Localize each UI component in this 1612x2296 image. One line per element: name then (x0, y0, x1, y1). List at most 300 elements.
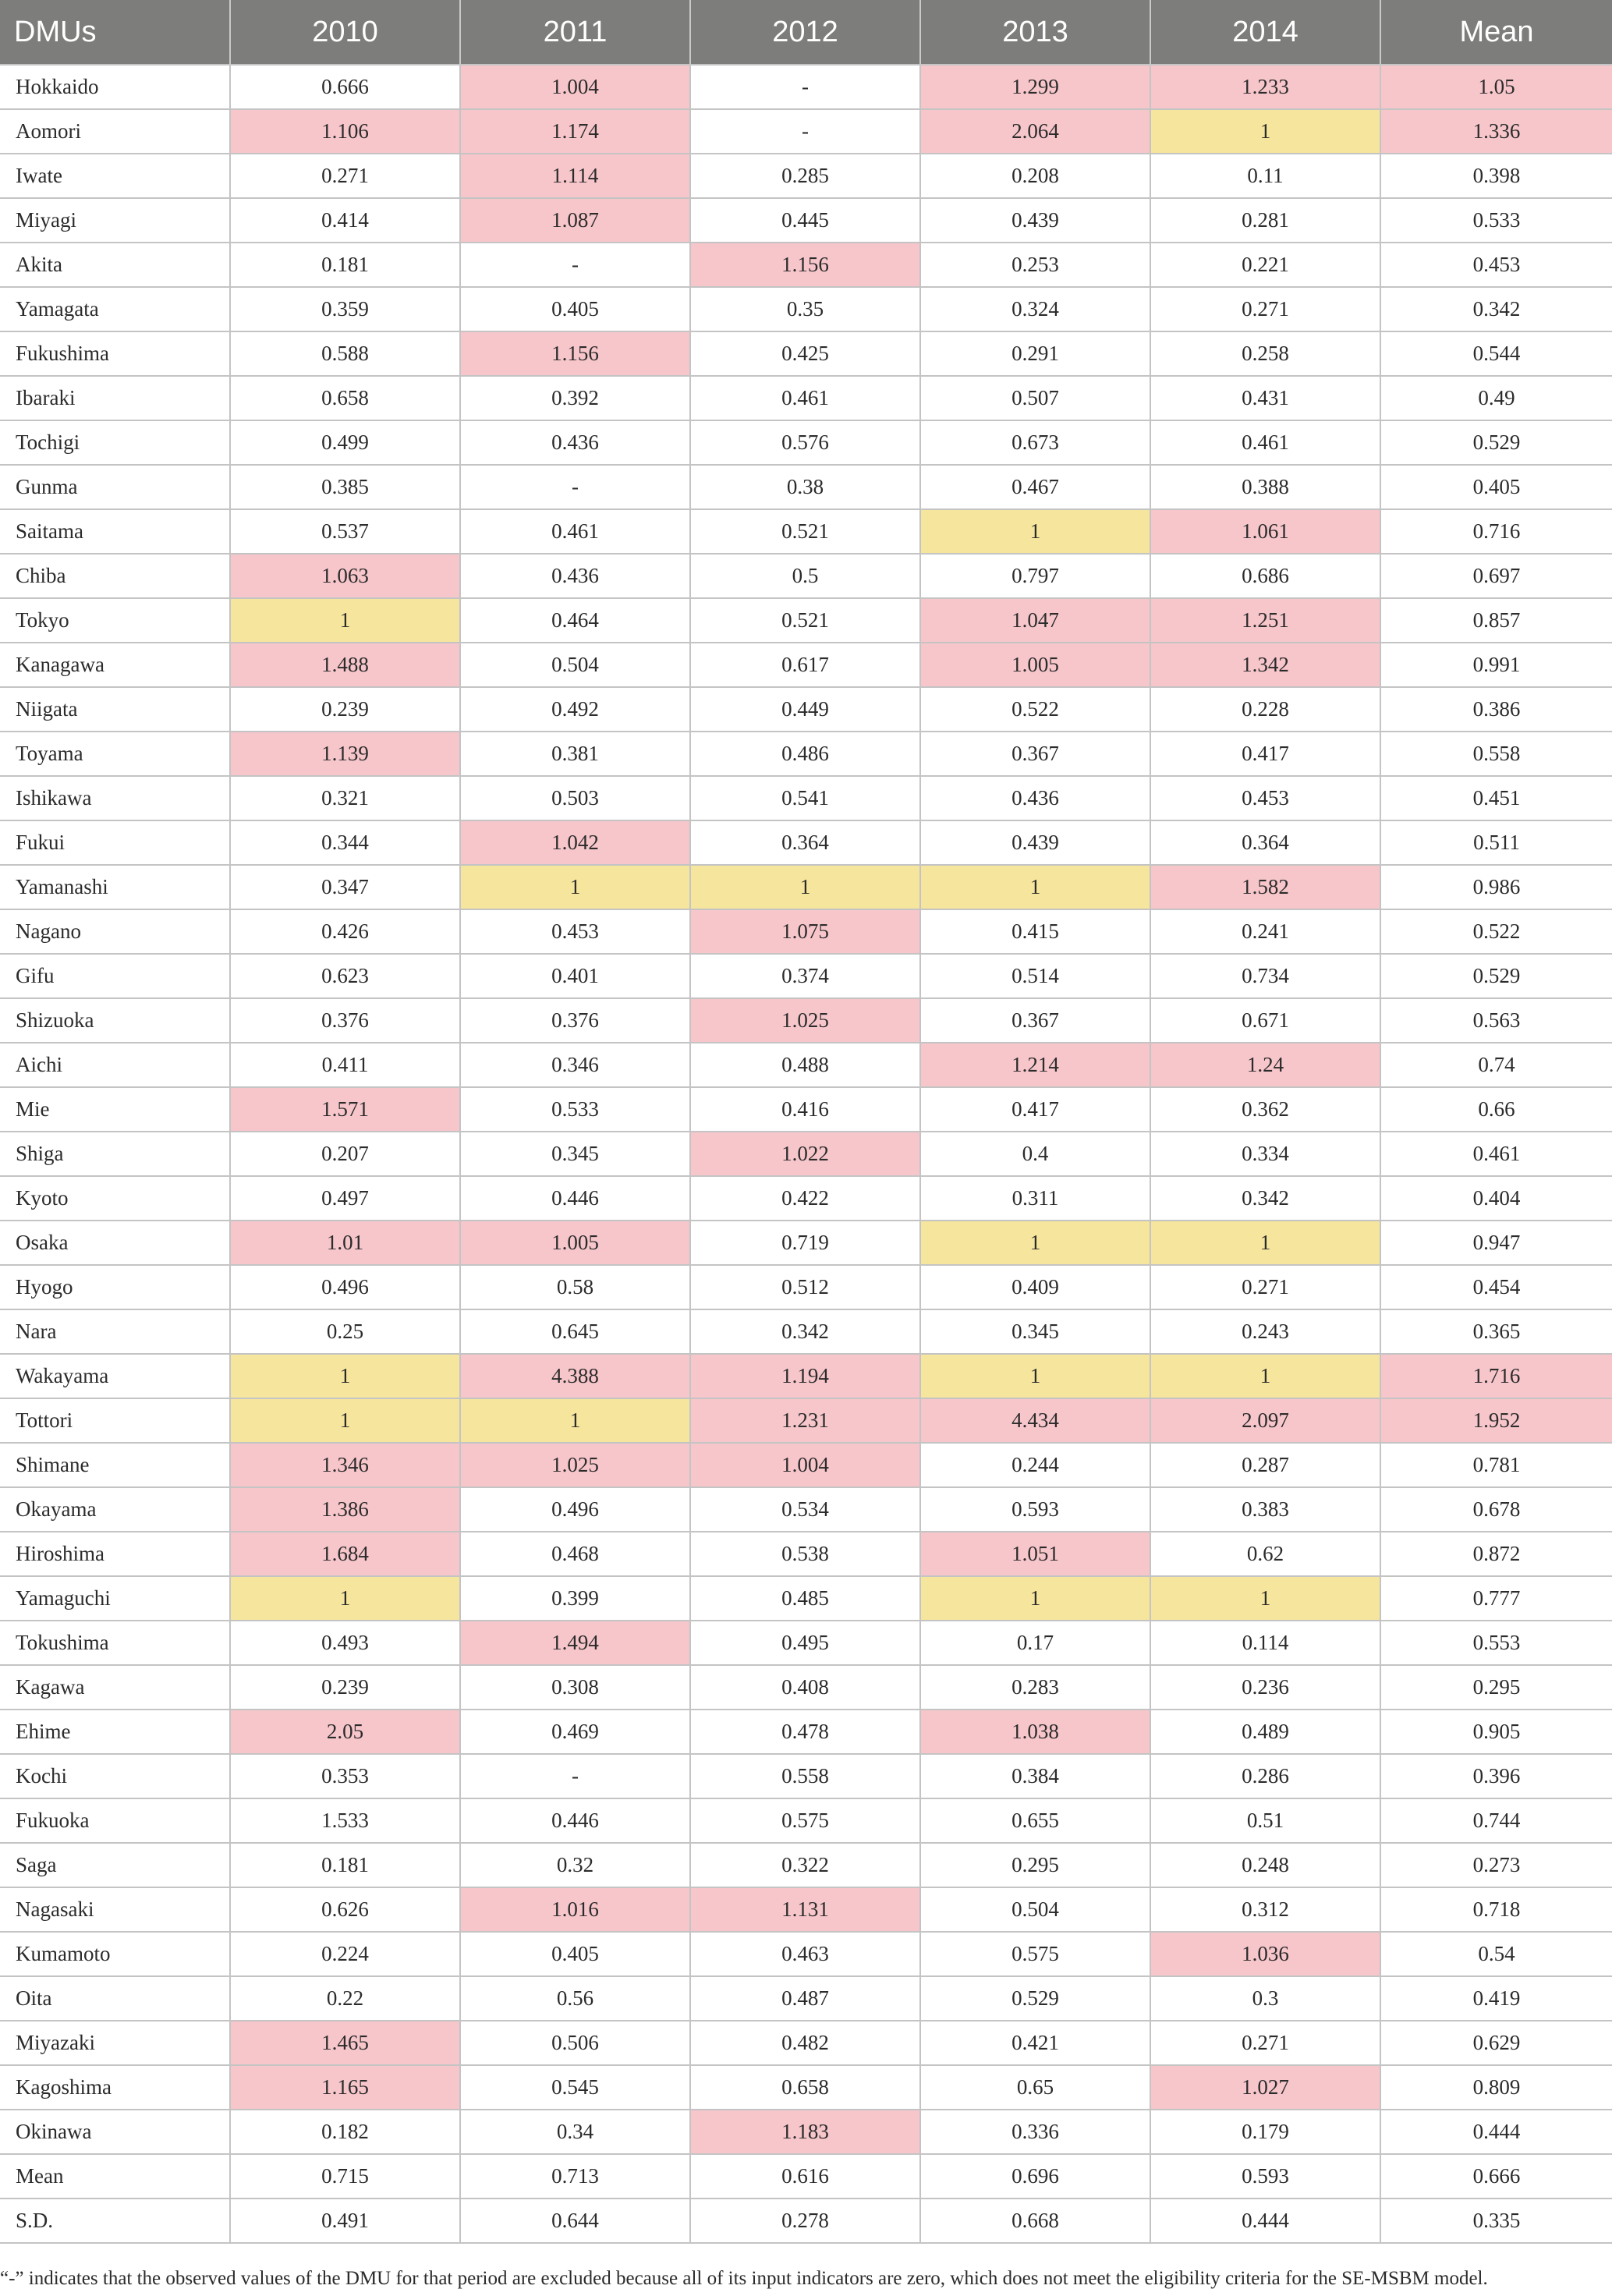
value-cell: 0.991 (1380, 643, 1612, 687)
value-cell: 1.465 (230, 2021, 460, 2065)
dmu-name-cell: Fukui (0, 820, 230, 865)
value-cell: 0.224 (230, 1932, 460, 1976)
header-2011: 2011 (460, 0, 690, 65)
dmu-name-cell: Niigata (0, 687, 230, 732)
dmu-name-cell: Kanagawa (0, 643, 230, 687)
value-cell: 0.538 (690, 1532, 920, 1576)
value-cell: 1.004 (460, 65, 690, 109)
value-cell: 0.271 (1150, 287, 1380, 331)
dmu-name-cell: Mean (0, 2154, 230, 2199)
value-cell: 0.182 (230, 2110, 460, 2154)
value-cell: 0.781 (1380, 1443, 1612, 1487)
value-cell: 0.534 (690, 1487, 920, 1532)
value-cell: 1 (460, 1398, 690, 1443)
value-cell: 0.529 (1380, 420, 1612, 465)
value-cell: 0.644 (460, 2199, 690, 2243)
value-cell: 1.106 (230, 109, 460, 154)
value-cell: 0.986 (1380, 865, 1612, 909)
value-cell: 0.616 (690, 2154, 920, 2199)
value-cell: 0.809 (1380, 2065, 1612, 2110)
value-cell: 0.436 (460, 420, 690, 465)
value-cell: 1 (230, 1398, 460, 1443)
dmu-name-cell: Saga (0, 1843, 230, 1887)
value-cell: 0.399 (460, 1576, 690, 1621)
value-cell: 0.575 (920, 1932, 1150, 1976)
dmu-name-cell: Yamaguchi (0, 1576, 230, 1621)
value-cell: 0.388 (1150, 465, 1380, 509)
value-cell: 4.388 (460, 1354, 690, 1398)
value-cell: 0.66 (1380, 1087, 1612, 1132)
value-cell: 0.468 (460, 1532, 690, 1576)
value-cell: 0.342 (1150, 1176, 1380, 1221)
table-row (0, 1309, 1612, 1354)
value-cell: 0.17 (920, 1621, 1150, 1665)
value-cell: 0.51 (1150, 1798, 1380, 1843)
value-cell: 0.658 (230, 376, 460, 420)
value-cell: 0.345 (460, 1132, 690, 1176)
value-cell: 0.374 (690, 954, 920, 998)
value-cell: 0.436 (920, 776, 1150, 820)
value-cell: 0.485 (690, 1576, 920, 1621)
value-cell: 0.353 (230, 1754, 460, 1798)
value-cell: 0.493 (230, 1621, 460, 1665)
table-row (0, 1976, 1612, 2021)
dmu-name-cell: Fukuoka (0, 1798, 230, 1843)
table-row (0, 1265, 1612, 1309)
value-cell: 0.241 (1150, 909, 1380, 954)
table-row (0, 154, 1612, 198)
table-row (0, 554, 1612, 598)
table-row (0, 1221, 1612, 1265)
value-cell: 1.233 (1150, 65, 1380, 109)
dmu-name-cell: Iwate (0, 154, 230, 198)
header-dmus: DMUs (0, 0, 230, 65)
value-cell: 0.401 (460, 954, 690, 998)
value-cell: 0.797 (920, 554, 1150, 598)
value-cell: 0.207 (230, 1132, 460, 1176)
table-row (0, 331, 1612, 376)
dmu-name-cell: Miyazaki (0, 2021, 230, 2065)
value-cell: 0.334 (1150, 1132, 1380, 1176)
value-cell: 1.042 (460, 820, 690, 865)
value-cell: 0.408 (690, 1665, 920, 1710)
value-cell: 0.311 (920, 1176, 1150, 1221)
value-cell: 1.488 (230, 643, 460, 687)
table-row (0, 643, 1612, 687)
value-cell: 0.181 (230, 243, 460, 287)
value-cell: 0.236 (1150, 1665, 1380, 1710)
value-cell: - (460, 243, 690, 287)
value-cell: 1.022 (690, 1132, 920, 1176)
value-cell: 0.715 (230, 2154, 460, 2199)
table-row (0, 1932, 1612, 1976)
header-2012: 2012 (690, 0, 920, 65)
header-mean: Mean (1380, 0, 1612, 65)
value-cell: 0.469 (460, 1710, 690, 1754)
value-cell: 1 (230, 598, 460, 643)
table-row (0, 198, 1612, 243)
value-cell: 0.392 (460, 376, 690, 420)
table-row (0, 2110, 1612, 2154)
value-cell: 0.367 (920, 998, 1150, 1043)
value-cell: 0.461 (1150, 420, 1380, 465)
value-cell: 0.617 (690, 643, 920, 687)
value-cell: 0.503 (460, 776, 690, 820)
value-cell: 1.582 (1150, 865, 1380, 909)
value-cell: 0.271 (230, 154, 460, 198)
value-cell: 1 (230, 1576, 460, 1621)
value-cell: 0.668 (920, 2199, 1150, 2243)
value-cell: 0.529 (1380, 954, 1612, 998)
value-cell: 1 (1150, 1221, 1380, 1265)
value-cell: 0.221 (1150, 243, 1380, 287)
value-cell: 0.445 (690, 198, 920, 243)
dmu-name-cell: Okayama (0, 1487, 230, 1532)
value-cell: 0.114 (1150, 1621, 1380, 1665)
value-cell: 0.478 (690, 1710, 920, 1754)
table-row (0, 998, 1612, 1043)
dmu-name-cell: Kagoshima (0, 2065, 230, 2110)
value-cell: 0.208 (920, 154, 1150, 198)
value-cell: 0.522 (1380, 909, 1612, 954)
table-row (0, 820, 1612, 865)
table-row (0, 1887, 1612, 1932)
value-cell: 0.713 (460, 2154, 690, 2199)
value-cell: 1.063 (230, 554, 460, 598)
value-cell: 0.719 (690, 1221, 920, 1265)
dmu-name-cell: Nagano (0, 909, 230, 954)
table-row (0, 1621, 1612, 1665)
value-cell: 0.492 (460, 687, 690, 732)
value-cell: 0.415 (920, 909, 1150, 954)
value-cell: 0.49 (1380, 376, 1612, 420)
dmu-name-cell: Ehime (0, 1710, 230, 1754)
dmu-name-cell: Ishikawa (0, 776, 230, 820)
value-cell: 1 (460, 865, 690, 909)
value-cell: 0.295 (1380, 1665, 1612, 1710)
value-cell: 0.716 (1380, 509, 1612, 554)
value-cell: 0.344 (230, 820, 460, 865)
value-cell: 0.453 (1150, 776, 1380, 820)
value-cell: 0.271 (1150, 1265, 1380, 1309)
value-cell: 0.744 (1380, 1798, 1612, 1843)
value-cell: 0.404 (1380, 1176, 1612, 1221)
value-cell: 0.454 (1380, 1265, 1612, 1309)
value-cell: 0.626 (230, 1887, 460, 1932)
table-row (0, 1576, 1612, 1621)
value-cell: 0.521 (690, 509, 920, 554)
value-cell: 0.504 (920, 1887, 1150, 1932)
dmu-name-cell: Okinawa (0, 2110, 230, 2154)
value-cell: 0.253 (920, 243, 1150, 287)
table-row (0, 732, 1612, 776)
table-row (0, 287, 1612, 331)
dmu-name-cell: Akita (0, 243, 230, 287)
value-cell: 0.575 (690, 1798, 920, 1843)
value-cell: 0.411 (230, 1043, 460, 1087)
value-cell: 0.376 (460, 998, 690, 1043)
value-cell: 0.872 (1380, 1532, 1612, 1576)
value-cell: 0.346 (460, 1043, 690, 1087)
value-cell: 0.281 (1150, 198, 1380, 243)
dmu-name-cell: Tokushima (0, 1621, 230, 1665)
value-cell: 0.54 (1380, 1932, 1612, 1976)
value-cell: 0.629 (1380, 2021, 1612, 2065)
value-cell: 0.558 (1380, 732, 1612, 776)
dmu-name-cell: Aomori (0, 109, 230, 154)
value-cell: 0.416 (690, 1087, 920, 1132)
value-cell: 0.56 (460, 1976, 690, 2021)
value-cell: 0.384 (920, 1754, 1150, 1798)
value-cell: 0.576 (690, 420, 920, 465)
value-cell: 0.405 (460, 287, 690, 331)
table-row (0, 1176, 1612, 1221)
value-cell: 0.362 (1150, 1087, 1380, 1132)
value-cell: 0.461 (1380, 1132, 1612, 1176)
value-cell: 0.439 (920, 820, 1150, 865)
table-row (0, 954, 1612, 998)
value-cell: 0.422 (690, 1176, 920, 1221)
value-cell: 0.396 (1380, 1754, 1612, 1798)
table-row (0, 1087, 1612, 1132)
dmu-name-cell: Tottori (0, 1398, 230, 1443)
table-row (0, 509, 1612, 554)
value-cell: 1.952 (1380, 1398, 1612, 1443)
value-cell: 0.482 (690, 2021, 920, 2065)
value-cell: 0.593 (920, 1487, 1150, 1532)
value-cell: 0.464 (460, 598, 690, 643)
dmu-name-cell: Osaka (0, 1221, 230, 1265)
dmu-name-cell: Yamanashi (0, 865, 230, 909)
dmu-name-cell: Shiga (0, 1132, 230, 1176)
value-cell: 0.463 (690, 1932, 920, 1976)
value-cell: 0.533 (460, 1087, 690, 1132)
value-cell: 0.467 (920, 465, 1150, 509)
value-cell: 0.283 (920, 1665, 1150, 1710)
table-row (0, 1532, 1612, 1576)
value-cell: 1.24 (1150, 1043, 1380, 1087)
value-cell: 1.139 (230, 732, 460, 776)
value-cell: 0.273 (1380, 1843, 1612, 1887)
value-cell: 0.777 (1380, 1576, 1612, 1621)
value-cell: 1.005 (460, 1221, 690, 1265)
value-cell: 0.678 (1380, 1487, 1612, 1532)
dmu-name-cell: Saitama (0, 509, 230, 554)
table-row (0, 243, 1612, 287)
table-row (0, 1354, 1612, 1398)
value-cell: 0.22 (230, 1976, 460, 2021)
dmu-name-cell: Nara (0, 1309, 230, 1354)
value-cell: 0.409 (920, 1265, 1150, 1309)
value-cell: 0.451 (1380, 776, 1612, 820)
value-cell: 0.239 (230, 687, 460, 732)
value-cell: 0.414 (230, 198, 460, 243)
table-row (0, 909, 1612, 954)
value-cell: 2.097 (1150, 1398, 1380, 1443)
value-cell: 1.684 (230, 1532, 460, 1576)
value-cell: 0.228 (1150, 687, 1380, 732)
value-cell: 0.425 (690, 331, 920, 376)
value-cell: 1.075 (690, 909, 920, 954)
value-cell: 2.05 (230, 1710, 460, 1754)
table-row (0, 1843, 1612, 1887)
value-cell: 0.514 (920, 954, 1150, 998)
value-cell: 0.4 (920, 1132, 1150, 1176)
value-cell: 0.655 (920, 1798, 1150, 1843)
value-cell: 0.686 (1150, 554, 1380, 598)
value-cell: 0.312 (1150, 1887, 1380, 1932)
value-cell: 0.658 (690, 2065, 920, 2110)
value-cell: 0.376 (230, 998, 460, 1043)
dmu-name-cell: Gunma (0, 465, 230, 509)
value-cell: 1 (920, 509, 1150, 554)
value-cell: 1.165 (230, 2065, 460, 2110)
value-cell: 1.004 (690, 1443, 920, 1487)
value-cell: 2.064 (920, 109, 1150, 154)
value-cell: 0.857 (1380, 598, 1612, 643)
value-cell: 0.666 (1380, 2154, 1612, 2199)
value-cell: 0.537 (230, 509, 460, 554)
value-cell: 0.491 (230, 2199, 460, 2243)
table-row (0, 1043, 1612, 1087)
header-2010: 2010 (230, 0, 460, 65)
table-row (0, 2021, 1612, 2065)
value-cell: 0.947 (1380, 1221, 1612, 1265)
dmu-name-cell: Tochigi (0, 420, 230, 465)
value-cell: 1 (1150, 109, 1380, 154)
value-cell: 0.285 (690, 154, 920, 198)
value-cell: 0.364 (1150, 820, 1380, 865)
value-cell: 0.347 (230, 865, 460, 909)
header-row (0, 0, 1612, 65)
value-cell: 0.495 (690, 1621, 920, 1665)
value-cell: 0.558 (690, 1754, 920, 1798)
dmu-name-cell: Gifu (0, 954, 230, 998)
value-cell: 0.512 (690, 1265, 920, 1309)
value-cell: 0.497 (230, 1176, 460, 1221)
value-cell: 0.336 (920, 2110, 1150, 2154)
value-cell: 0.453 (460, 909, 690, 954)
table-row (0, 865, 1612, 909)
value-cell: 0.461 (690, 376, 920, 420)
value-cell: 0.553 (1380, 1621, 1612, 1665)
value-cell: 0.335 (1380, 2199, 1612, 2243)
value-cell: 1.038 (920, 1710, 1150, 1754)
value-cell: 0.365 (1380, 1309, 1612, 1354)
value-cell: 0.489 (1150, 1710, 1380, 1754)
value-cell: 0.271 (1150, 2021, 1380, 2065)
value-cell: 0.453 (1380, 243, 1612, 287)
value-cell: 0.544 (1380, 331, 1612, 376)
value-cell: 1 (230, 1354, 460, 1398)
value-cell: 1.183 (690, 2110, 920, 2154)
value-cell: 0.405 (1380, 465, 1612, 509)
value-cell: 0.593 (1150, 2154, 1380, 2199)
value-cell: 1.336 (1380, 109, 1612, 154)
value-cell: 0.181 (230, 1843, 460, 1887)
dmu-name-cell: Toyama (0, 732, 230, 776)
header-2013: 2013 (920, 0, 1150, 65)
value-cell: 0.291 (920, 331, 1150, 376)
value-cell: 0.696 (920, 2154, 1150, 2199)
value-cell: 1.346 (230, 1443, 460, 1487)
value-cell: 0.244 (920, 1443, 1150, 1487)
dmu-name-cell: Ibaraki (0, 376, 230, 420)
value-cell: 1.016 (460, 1887, 690, 1932)
value-cell: 1.114 (460, 154, 690, 198)
value-cell: 1.087 (460, 198, 690, 243)
table-row (0, 465, 1612, 509)
value-cell: 1.025 (460, 1443, 690, 1487)
value-cell: 0.398 (1380, 154, 1612, 198)
value-cell: 0.295 (920, 1843, 1150, 1887)
dmu-name-cell: Mie (0, 1087, 230, 1132)
value-cell: 0.342 (690, 1309, 920, 1354)
value-cell: 0.405 (460, 1932, 690, 1976)
value-cell: 0.179 (1150, 2110, 1380, 2154)
value-cell: 0.734 (1150, 954, 1380, 998)
table-row (0, 109, 1612, 154)
value-cell: - (460, 465, 690, 509)
value-cell: 0.386 (1380, 687, 1612, 732)
dmu-name-cell: S.D. (0, 2199, 230, 2243)
value-cell: 0.417 (1150, 732, 1380, 776)
table-row (0, 1754, 1612, 1798)
value-cell: 0.345 (920, 1309, 1150, 1354)
table-body (0, 65, 1612, 2243)
value-cell: 1.533 (230, 1798, 460, 1843)
value-cell: 1.299 (920, 65, 1150, 109)
value-cell: 0.322 (690, 1843, 920, 1887)
value-cell: 0.488 (690, 1043, 920, 1087)
value-cell: 1.036 (1150, 1932, 1380, 1976)
value-cell: 0.258 (1150, 331, 1380, 376)
value-cell: 0.487 (690, 1976, 920, 2021)
dmu-name-cell: Aichi (0, 1043, 230, 1087)
value-cell: 0.645 (460, 1309, 690, 1354)
table-row (0, 376, 1612, 420)
value-cell: 0.5 (690, 554, 920, 598)
dmu-name-cell: Wakayama (0, 1354, 230, 1398)
dmu-name-cell: Hiroshima (0, 1532, 230, 1576)
value-cell: 0.496 (230, 1265, 460, 1309)
value-cell: 1.047 (920, 598, 1150, 643)
value-cell: 0.3 (1150, 1976, 1380, 2021)
table-row (0, 598, 1612, 643)
value-cell: 0.342 (1380, 287, 1612, 331)
dmu-name-cell: Kochi (0, 1754, 230, 1798)
value-cell: 0.419 (1380, 1976, 1612, 2021)
value-cell: 0.673 (920, 420, 1150, 465)
value-cell: 0.286 (1150, 1754, 1380, 1798)
value-cell: 0.905 (1380, 1710, 1612, 1754)
value-cell: 1 (1150, 1354, 1380, 1398)
table-row (0, 687, 1612, 732)
dmu-name-cell: Fukushima (0, 331, 230, 376)
value-cell: 0.666 (230, 65, 460, 109)
value-cell: 1 (920, 1576, 1150, 1621)
value-cell: 0.421 (920, 2021, 1150, 2065)
value-cell: 0.287 (1150, 1443, 1380, 1487)
dmu-name-cell: Kagawa (0, 1665, 230, 1710)
value-cell: 1.01 (230, 1221, 460, 1265)
value-cell: 1.005 (920, 643, 1150, 687)
value-cell: 0.541 (690, 776, 920, 820)
value-cell: 1.156 (460, 331, 690, 376)
dmu-name-cell: Hokkaido (0, 65, 230, 109)
dmu-name-cell: Shimane (0, 1443, 230, 1487)
value-cell: 0.506 (460, 2021, 690, 2065)
